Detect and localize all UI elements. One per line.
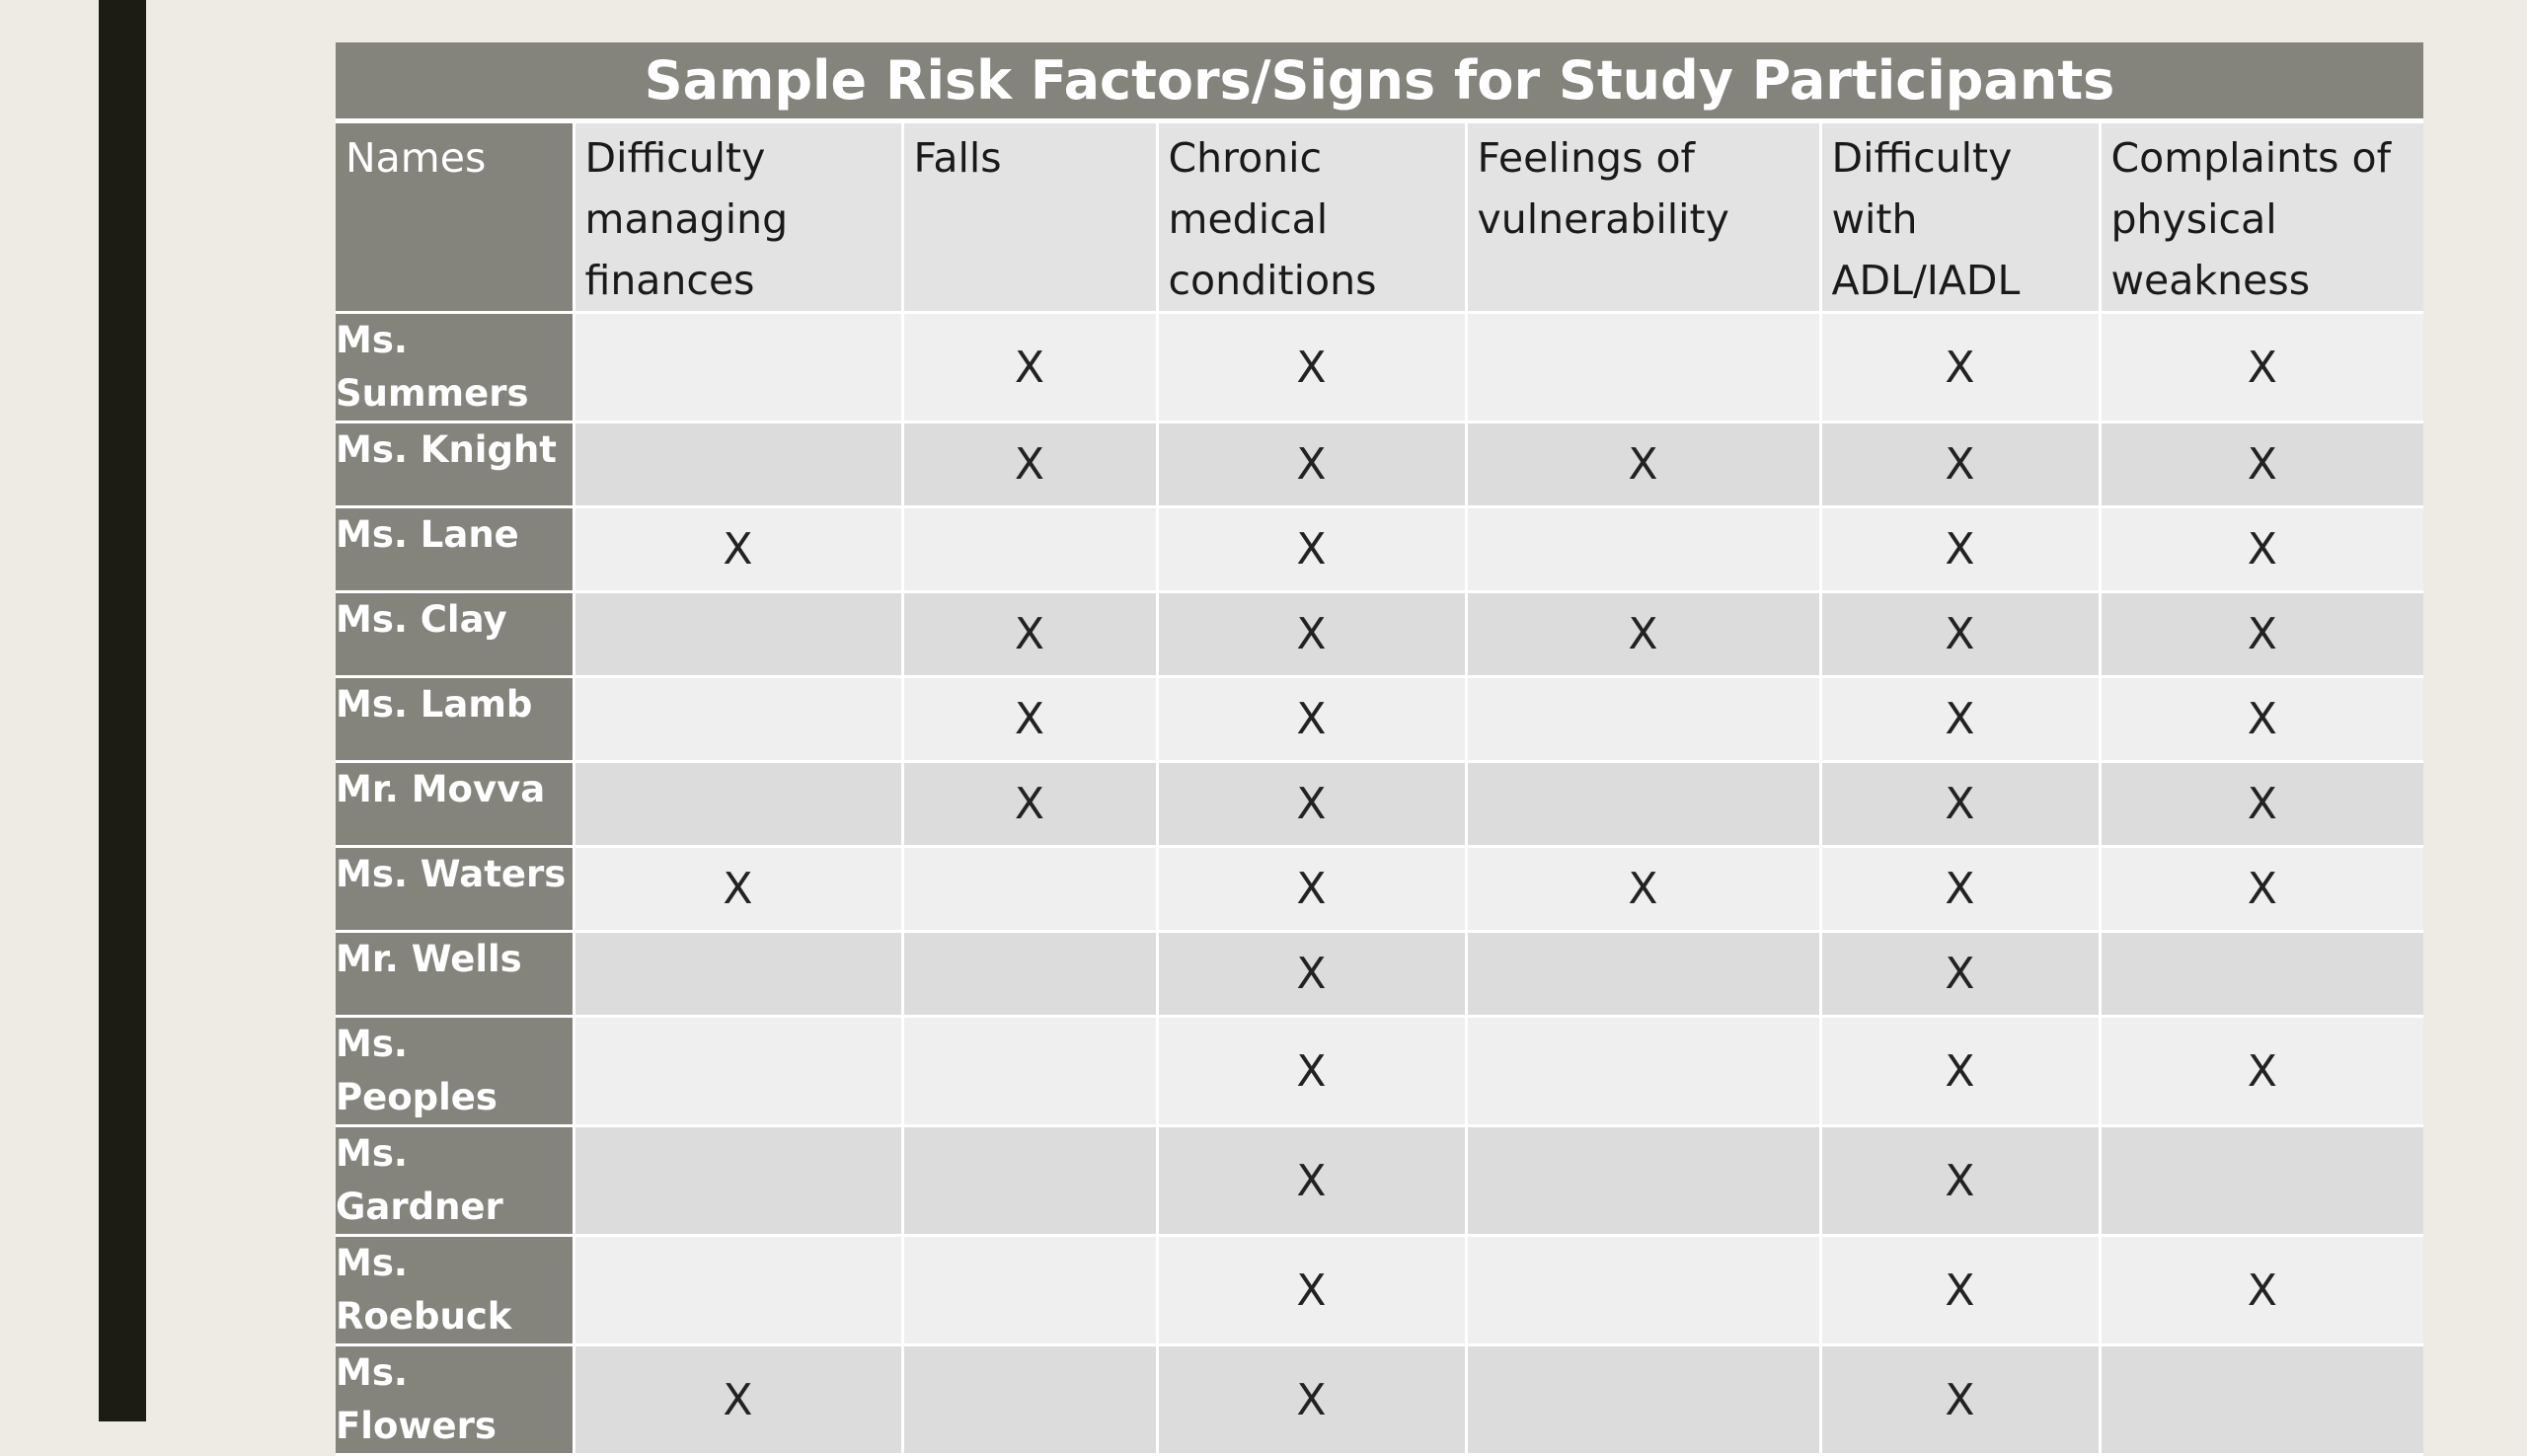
risk-mark-cell [574, 1017, 902, 1126]
risk-mark-cell: X [1157, 1126, 1466, 1236]
table-row [336, 422, 2423, 507]
risk-mark-cell [1466, 677, 1820, 762]
risk-mark-cell [2100, 932, 2423, 1017]
participant-name: Ms. Summers [336, 313, 574, 422]
risk-mark-cell [1466, 1017, 1820, 1126]
risk-mark-cell [902, 1236, 1157, 1345]
risk-mark-cell: X [1820, 1236, 2100, 1345]
risk-mark-cell [1466, 1126, 1820, 1236]
left-accent-bar [99, 0, 146, 1421]
risk-mark-cell [1466, 507, 1820, 592]
risk-mark-cell: X [1157, 847, 1466, 932]
risk-mark-cell: X [574, 1345, 902, 1455]
risk-mark-cell: X [574, 507, 902, 592]
participant-name: Mr. Movva [336, 762, 574, 847]
risk-mark-cell: X [1157, 313, 1466, 422]
participant-name: Ms. Roebuck [336, 1236, 574, 1345]
risk-mark-cell: X [1820, 1345, 2100, 1455]
risk-mark-cell [2100, 1126, 2423, 1236]
participant-name: Ms. Lane [336, 507, 574, 592]
column-header-adl-iadl: Difficulty with ADL/IADL [1820, 121, 2100, 313]
risk-mark-cell [1466, 1236, 1820, 1345]
column-header-physical-weakness: Complaints of physical weakness [2100, 121, 2423, 313]
column-header-vulnerability: Feelings of vulnerability [1466, 121, 1820, 313]
risk-mark-cell [1466, 313, 1820, 422]
risk-mark-cell: X [1820, 677, 2100, 762]
risk-mark-cell [574, 422, 902, 507]
column-header-chronic-conditions: Chronic medical conditions [1157, 121, 1466, 313]
participant-name: Ms. Flowers [336, 1345, 574, 1455]
participant-name: Ms. Lamb [336, 677, 574, 762]
risk-mark-cell [902, 847, 1157, 932]
risk-mark-cell: X [1820, 592, 2100, 677]
risk-mark-cell: X [2100, 677, 2423, 762]
risk-mark-cell: X [2100, 762, 2423, 847]
column-header-names: Names [336, 121, 574, 313]
table-row [336, 1017, 2423, 1126]
column-header-finances: Difficulty managing finances [574, 121, 902, 313]
risk-mark-cell: X [1820, 507, 2100, 592]
risk-mark-cell: X [1157, 507, 1466, 592]
risk-mark-cell: X [2100, 1017, 2423, 1126]
column-header-row [336, 121, 2423, 313]
risk-mark-cell: X [1820, 313, 2100, 422]
table-row [336, 507, 2423, 592]
risk-mark-cell: X [1157, 762, 1466, 847]
table-row [336, 313, 2423, 422]
risk-mark-cell [574, 677, 902, 762]
risk-mark-cell: X [902, 313, 1157, 422]
table-row [336, 1236, 2423, 1345]
table-row [336, 762, 2423, 847]
risk-mark-cell: X [574, 847, 902, 932]
risk-mark-cell: X [902, 677, 1157, 762]
risk-mark-cell: X [1466, 592, 1820, 677]
risk-mark-cell [1466, 932, 1820, 1017]
risk-mark-cell: X [1157, 1236, 1466, 1345]
risk-mark-cell [902, 1017, 1157, 1126]
risk-mark-cell: X [1157, 1017, 1466, 1126]
risk-mark-cell: X [1820, 932, 2100, 1017]
risk-mark-cell: X [1466, 847, 1820, 932]
risk-mark-cell: X [902, 592, 1157, 677]
risk-mark-cell: X [1157, 1345, 1466, 1455]
risk-mark-cell: X [1820, 762, 2100, 847]
risk-mark-cell [574, 592, 902, 677]
table-row [336, 847, 2423, 932]
table-body [336, 313, 2423, 1455]
risk-mark-cell: X [2100, 422, 2423, 507]
risk-mark-cell [574, 313, 902, 422]
table-row [336, 1345, 2423, 1455]
risk-mark-cell: X [2100, 313, 2423, 422]
risk-mark-cell: X [1157, 592, 1466, 677]
risk-mark-cell [1466, 1345, 1820, 1455]
risk-mark-cell: X [1820, 1017, 2100, 1126]
risk-mark-cell: X [1157, 932, 1466, 1017]
participant-name: Ms. Knight [336, 422, 574, 507]
risk-mark-cell: X [2100, 507, 2423, 592]
participant-name: Ms. Peoples [336, 1017, 574, 1126]
table-title: Sample Risk Factors/Signs for Study Participants [336, 42, 2423, 121]
risk-mark-cell [574, 762, 902, 847]
participant-name: Ms. Clay [336, 592, 574, 677]
table-row [336, 1126, 2423, 1236]
table-row [336, 592, 2423, 677]
risk-mark-cell: X [1820, 422, 2100, 507]
participant-name: Ms. Gardner [336, 1126, 574, 1236]
risk-mark-cell [574, 932, 902, 1017]
risk-mark-cell [902, 1345, 1157, 1455]
column-header-falls: Falls [902, 121, 1157, 313]
risk-mark-cell [902, 1126, 1157, 1236]
risk-mark-cell: X [1820, 1126, 2100, 1236]
participant-name: Ms. Waters [336, 847, 574, 932]
risk-mark-cell [902, 507, 1157, 592]
risk-mark-cell: X [902, 762, 1157, 847]
risk-factors-table [336, 42, 2423, 1456]
risk-mark-cell: X [2100, 1236, 2423, 1345]
risk-mark-cell: X [1157, 422, 1466, 507]
table-row [336, 932, 2423, 1017]
risk-mark-cell: X [2100, 592, 2423, 677]
risk-mark-cell [574, 1126, 902, 1236]
risk-mark-cell: X [1157, 677, 1466, 762]
risk-mark-cell [2100, 1345, 2423, 1455]
table-row [336, 677, 2423, 762]
risk-mark-cell: X [1466, 422, 1820, 507]
risk-mark-cell: X [902, 422, 1157, 507]
risk-mark-cell: X [1820, 847, 2100, 932]
risk-mark-cell [902, 932, 1157, 1017]
risk-mark-cell: X [2100, 847, 2423, 932]
participant-name: Mr. Wells [336, 932, 574, 1017]
risk-mark-cell [1466, 762, 1820, 847]
risk-mark-cell [574, 1236, 902, 1345]
